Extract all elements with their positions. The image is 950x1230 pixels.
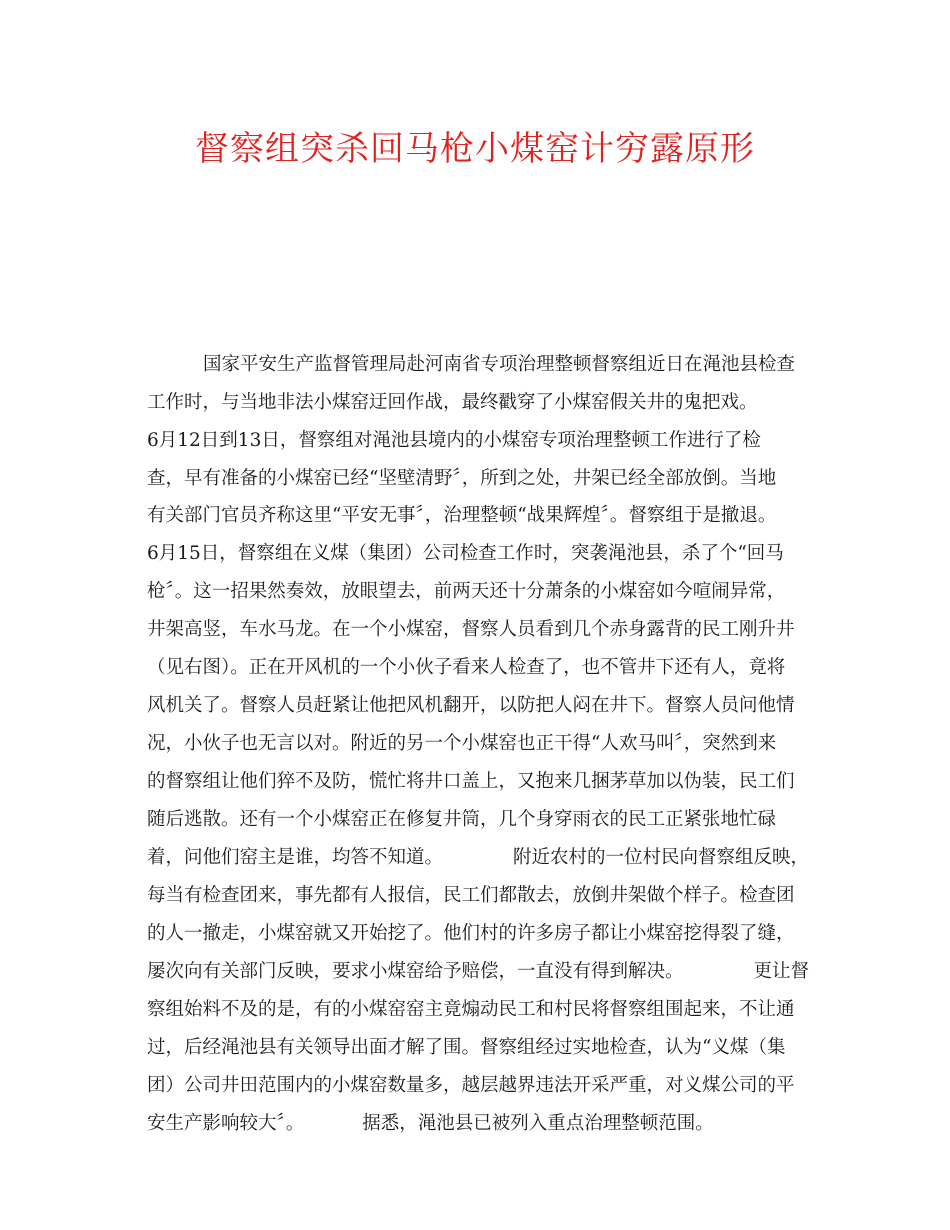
paragraph-line-part: 着，问他们窑主是谁，均答不知道。 <box>147 847 444 868</box>
paragraph-line: 随后逃散。还有一个小煤窑正在修复井筒，几个身穿雨衣的民工正紧张地忙碌 <box>147 809 777 830</box>
paragraph-line: 每当有检查团来，事先都有人报信，民工们都散去，放倒井架做个样子。检查团 <box>147 885 795 906</box>
paragraph-line: 6月12日到13日，督察组对渑池县境内的小煤窑专项治理整顿工作进行了检 <box>147 430 761 451</box>
paragraph-line <box>147 959 810 985</box>
paragraph-line: 况，小伙子也无言以对。附近的另一个小煤窑也正干得“人欢马叫〞，突然到来 <box>147 733 777 754</box>
paragraph-line <box>147 1111 807 1137</box>
paragraph-line: 查，早有准备的小煤窑已经“坚壁清野〞，所到之处，井架已经全部放倒。当地 <box>147 468 777 489</box>
paragraph-line-part: 附近农村的一位村民向督察组反映， <box>513 847 810 868</box>
paragraph-line <box>147 845 810 871</box>
document-title: 督察组突杀回马枪小煤窑计穷露原形 <box>195 129 755 169</box>
paragraph-line: 团）公司井田范围内的小煤窑数量多，越层越界违法开采严重，对义煤公司的平 <box>147 1075 795 1096</box>
paragraph-line: 风机关了。督察人员赶紧让他把风机翻开，以防把人闷在井下。督察人员问他情 <box>147 695 795 716</box>
paragraph-line: 井架高竖，车水马龙。在一个小煤窑，督察人员看到几个赤身露背的民工刚升井 <box>147 619 795 640</box>
paragraph-line: 国家平安生产监督管理局赴河南省专项治理整顿督察组近日在渑池县检查 <box>203 354 796 375</box>
paragraph-line-part: 据悉，渑池县已被列入重点治理整顿范围。 <box>362 1113 714 1134</box>
paragraph-line: 的人一撤走，小煤窑就又开始挖了。他们村的许多房子都让小煤窑挖得裂了缝， <box>147 923 795 944</box>
paragraph-line: （见右图）。正在开风机的一个小伙子看来人检查了，也不管井下还有人，竟将 <box>147 657 786 678</box>
paragraph-line: 过，后经渑池县有关领导出面才解了围。督察组经过实地检查，认为“义煤（集 <box>147 1037 786 1058</box>
paragraph-line: 6月15日，督察组在义煤（集团）公司检查工作时，突袭渑池县，杀了个“回马 <box>147 543 784 564</box>
paragraph-line-part: 更让督 <box>753 961 810 982</box>
paragraph-line: 有关部门官员齐称这里“平安无事〞，治理整顿“战果辉煌〞。督察组于是撤退。 <box>147 505 777 526</box>
paragraph-line: 察组始料不及的是，有的小煤窑窑主竟煽动民工和村民将督察组围起来，不让通 <box>147 999 795 1020</box>
paragraph-line: 的督察组让他们猝不及防，慌忙将井口盖上，又抱来几捆茅草加以伪装，民工们 <box>147 771 795 792</box>
paragraph-line: 枪〞。这一招果然奏效，放眼望去，前两天还十分萧条的小煤窑如今喧闹异常， <box>147 581 786 602</box>
paragraph-line-part: 屡次向有关部门反映，要求小煤窑给予赔偿，一直没有得到解决。 <box>147 961 684 982</box>
paragraph-line: 工作时，与当地非法小煤窑迂回作战，最终戳穿了小煤窑假关井的鬼把戏。 <box>147 392 758 413</box>
paragraph-line-part: 安生产影响较大〞。 <box>147 1113 305 1134</box>
